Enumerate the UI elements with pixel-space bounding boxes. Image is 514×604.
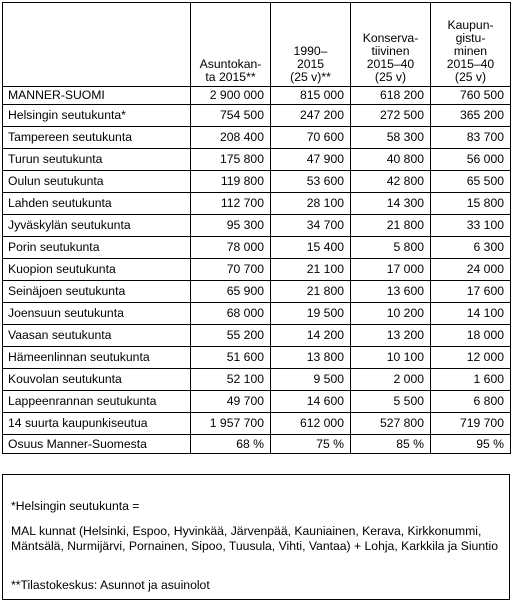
- table-cell: 42 800: [351, 171, 431, 193]
- table-cell: 70 700: [191, 259, 271, 281]
- table-cell: 17 000: [351, 259, 431, 281]
- table-cell: 719 700: [431, 413, 511, 435]
- footnote-source: **Tilastokeskus: Asunnot ja asuinolot: [11, 578, 210, 592]
- table-cell: 55 200: [191, 325, 271, 347]
- table-cell: 68 000: [191, 303, 271, 325]
- footnote-helsinki-heading: *Helsingin seutukunta =: [11, 499, 140, 513]
- table-cell: 2 900 000: [191, 87, 271, 105]
- table-cell: 5 500: [351, 391, 431, 413]
- housing-table: [2, 2, 511, 454]
- table-cell: 18 000: [431, 325, 511, 347]
- table-cell: 527 800: [351, 413, 431, 435]
- table-cell: 95 %: [431, 435, 511, 454]
- table-cell: 75 %: [271, 435, 351, 454]
- header-row: [3, 3, 511, 87]
- table-cell: 17 600: [431, 281, 511, 303]
- table-cell: 5 800: [351, 237, 431, 259]
- table-cell: 65 900: [191, 281, 271, 303]
- table-row: [3, 127, 511, 149]
- table-cell: 70 600: [271, 127, 351, 149]
- table-cell: 40 800: [351, 149, 431, 171]
- table-cell: 12 000: [431, 347, 511, 369]
- row-label: Jyväskylän seutukunta: [3, 215, 191, 237]
- table-cell: 1 957 700: [191, 413, 271, 435]
- row-label: Turun seutukunta: [3, 149, 191, 171]
- table-row: [3, 171, 511, 193]
- row-label: 14 suurta kaupunkiseutua: [3, 413, 191, 435]
- row-label: Seinäjoen seutukunta: [3, 281, 191, 303]
- table-cell: 95 300: [191, 215, 271, 237]
- table-row: [3, 281, 511, 303]
- table-cell: 10 100: [351, 347, 431, 369]
- table-cell: 34 700: [271, 215, 351, 237]
- table-cell: 24 000: [431, 259, 511, 281]
- table-row: [3, 413, 511, 435]
- table-row: [3, 105, 511, 127]
- table-row: [3, 391, 511, 413]
- table-cell: 58 300: [351, 127, 431, 149]
- row-label: Oulun seutukunta: [3, 171, 191, 193]
- table-cell: 14 300: [351, 193, 431, 215]
- table-cell: 14 600: [271, 391, 351, 413]
- table-cell: 15 800: [431, 193, 511, 215]
- table-cell: 175 800: [191, 149, 271, 171]
- table-cell: 6 800: [431, 391, 511, 413]
- row-label: Lappeenrannan seutukunta: [3, 391, 191, 413]
- row-label: Hämeenlinnan seutukunta: [3, 347, 191, 369]
- header-conservative: Konserva- tiivinen 2015–40 (25 v): [351, 3, 431, 87]
- row-label: Kuopion seutukunta: [3, 259, 191, 281]
- table-cell: 28 100: [271, 193, 351, 215]
- table-row: [3, 149, 511, 171]
- table-cell: 612 000: [271, 413, 351, 435]
- table-row: [3, 347, 511, 369]
- footnotes: [2, 474, 510, 600]
- row-label: Vaasan seutukunta: [3, 325, 191, 347]
- row-label: Porin seutukunta: [3, 237, 191, 259]
- row-label: Tampereen seutukunta: [3, 127, 191, 149]
- table-cell: 13 600: [351, 281, 431, 303]
- table-cell: 21 800: [351, 215, 431, 237]
- row-label: Kouvolan seutukunta: [3, 369, 191, 391]
- table-cell: 760 500: [431, 87, 511, 105]
- table-cell: 272 500: [351, 105, 431, 127]
- table-row: [3, 303, 511, 325]
- table-cell: 68 %: [191, 435, 271, 454]
- table-cell: 6 300: [431, 237, 511, 259]
- footnote-helsinki-body: MAL kunnat (Helsinki, Espoo, Hyvinkää, Järvenpää, Kauniainen, Kerava, Kirkkonummi, Mäntsälä, Nurmijärvi, Pornainen, Sipoo, Tuusula, Vihti, Vantaa) + Lohja, Karkkila ja Siuntio: [11, 524, 498, 553]
- table-cell: 49 700: [191, 391, 271, 413]
- table-row: [3, 87, 511, 105]
- table-cell: 14 100: [431, 303, 511, 325]
- table-row: [3, 193, 511, 215]
- table-cell: 13 200: [351, 325, 431, 347]
- table-cell: 21 100: [271, 259, 351, 281]
- header-label-column: [3, 3, 191, 87]
- table-cell: 618 200: [351, 87, 431, 105]
- table-cell: 78 000: [191, 237, 271, 259]
- table-row: [3, 435, 511, 454]
- table-cell: 47 900: [271, 149, 351, 171]
- table-cell: 10 200: [351, 303, 431, 325]
- table-cell: 247 200: [271, 105, 351, 127]
- table-cell: 13 800: [271, 347, 351, 369]
- table-cell: 15 400: [271, 237, 351, 259]
- table-cell: 65 500: [431, 171, 511, 193]
- table-cell: 754 500: [191, 105, 271, 127]
- table-cell: 815 000: [271, 87, 351, 105]
- row-label: Helsingin seutukunta*: [3, 105, 191, 127]
- table-cell: 83 700: [431, 127, 511, 149]
- table-cell: 9 500: [271, 369, 351, 391]
- table-cell: 21 800: [271, 281, 351, 303]
- table-cell: 119 800: [191, 171, 271, 193]
- table-cell: 56 000: [431, 149, 511, 171]
- table-cell: 53 600: [271, 171, 351, 193]
- table-row: [3, 237, 511, 259]
- table-cell: 51 600: [191, 347, 271, 369]
- table-row: [3, 259, 511, 281]
- table-cell: 19 500: [271, 303, 351, 325]
- table-row: [3, 215, 511, 237]
- table-cell: 365 200: [431, 105, 511, 127]
- header-urbanization: Kaupun- gistu- minen 2015–40 (25 v): [431, 3, 511, 87]
- row-label: Osuus Manner-Suomesta: [3, 435, 191, 454]
- table-cell: 2 000: [351, 369, 431, 391]
- table-cell: 14 200: [271, 325, 351, 347]
- table-cell: 52 100: [191, 369, 271, 391]
- table-row: [3, 325, 511, 347]
- table-cell: 112 700: [191, 193, 271, 215]
- row-label: Lahden seutukunta: [3, 193, 191, 215]
- row-label: MANNER-SUOMI: [3, 87, 191, 105]
- table-cell: 85 %: [351, 435, 431, 454]
- header-housing-stock: Asuntokan- ta 2015**: [191, 3, 271, 87]
- table-cell: 208 400: [191, 127, 271, 149]
- header-1990-2015: 1990– 2015 (25 v)**: [271, 3, 351, 87]
- table-cell: 1 600: [431, 369, 511, 391]
- row-label: Joensuun seutukunta: [3, 303, 191, 325]
- table-row: [3, 369, 511, 391]
- table-cell: 33 100: [431, 215, 511, 237]
